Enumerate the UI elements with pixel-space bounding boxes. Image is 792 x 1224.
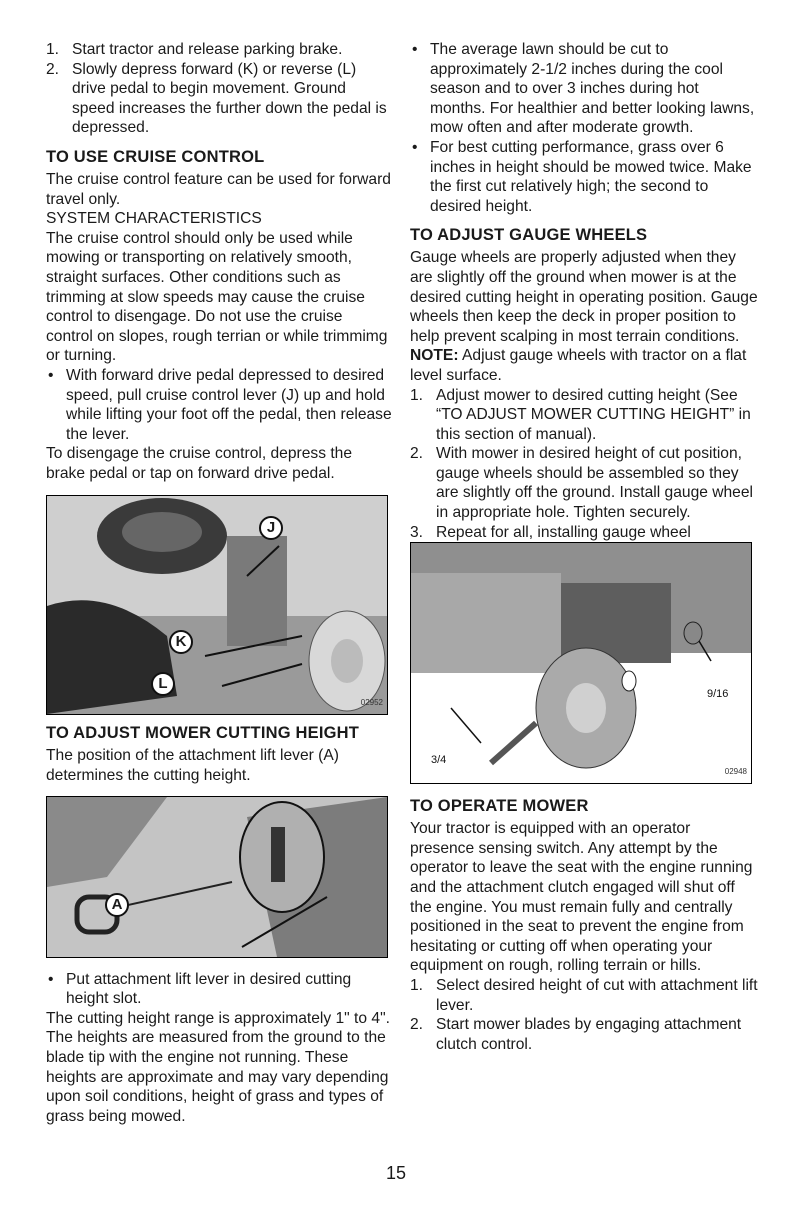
list-item: [410, 40, 758, 138]
cutting-height-body: The position of the attachment lift lever (A) determines the cutting height.: [46, 747, 339, 785]
list-item: [46, 40, 392, 60]
step-text: Adjust mower to desired cutting height (See “TO ADJUST MOWER CUTTING HEIGHT” in this section of manual).: [436, 386, 751, 443]
lift-lever-illustration: [47, 797, 387, 957]
gauge-note: [410, 346, 758, 385]
cruise-disengage: To disengage the cruise control, depress the brake pedal or tap on forward drive pedal.: [46, 445, 352, 482]
pedal-figure: [46, 495, 388, 715]
cutting-height-heading: TO ADJUST MOWER CUTTING HEIGHT: [46, 724, 360, 743]
cruise-heading: TO USE CRUISE CONTROL: [46, 147, 265, 166]
list-item: [410, 523, 758, 543]
bullet-icon: •: [412, 138, 418, 156]
operate-mower-heading: TO OPERATE MOWER: [410, 797, 589, 816]
list-item: [410, 1015, 758, 1054]
list-item: [46, 970, 392, 1009]
step-number: 3.: [410, 523, 424, 541]
pedal-illustration: [47, 496, 387, 714]
system-characteristics-subheading: SYSTEM CHARACTERISTICS: [46, 210, 262, 228]
list-item: [410, 138, 758, 216]
lift-lever-bullets: [46, 970, 392, 1009]
wrench-size-label: 9/16: [707, 688, 729, 701]
gauge-wheels-body: Gauge wheels are properly adjusted when they are slightly off the ground when mower is at the desired cutting height in operating position. Gauge wheels then keep the deck in proper position to help prevent scalping in most terrain conditions.: [410, 249, 758, 345]
step-text: Select desired height of cut with attachment lift lever.: [436, 977, 758, 1014]
step-text: Repeat for all, installing gauge wheel: [436, 523, 691, 541]
list-item: [46, 60, 392, 138]
note-label: NOTE:: [410, 347, 459, 365]
lift-lever-figure: [46, 796, 388, 958]
step-number: 1.: [46, 41, 60, 58]
step-text: Start tractor and release parking brake.: [72, 41, 343, 58]
step-number: 2.: [410, 1016, 424, 1034]
gauge-steps: [410, 386, 758, 543]
gauge-wheel-illustration: [411, 543, 751, 783]
bullet-icon: •: [412, 41, 418, 58]
step-number: 2.: [46, 60, 60, 78]
lawn-bullets: [410, 40, 758, 216]
bullet-icon: •: [48, 970, 54, 988]
right-column: [410, 40, 758, 1054]
callout-l: L: [151, 672, 175, 696]
page-number: 15: [385, 1163, 407, 1183]
figure-code: 02952: [360, 697, 383, 707]
step-text: Slowly depress forward (K) or reverse (L) drive pedal to begin movement. Ground speed increases the further down the pedal is depressed.: [72, 60, 387, 137]
gauge-wheels-heading: TO ADJUST GAUGE WHEELS: [410, 226, 648, 245]
cruise-body: The cruise control should only be used while mowing or transporting on relatively smooth, straight surfaces. Other conditions such as trimming at slow speeds may cause the cruise control to disengage. Do not use the cruise control on slopes, rough terrian or while trimmimg or turning.: [46, 229, 388, 365]
bullet-text: For best cutting performance, grass over 6 inches in height should be mowed twice. Make the first cut relatively high; the second to desired height.: [430, 138, 752, 215]
operate-steps: [410, 976, 758, 1054]
gauge-wheel-figure: [410, 542, 752, 784]
step-number: 1.: [410, 977, 424, 994]
note-text: Adjust gauge wheels with tractor on a flat level surface.: [410, 347, 747, 384]
callout-j: J: [259, 516, 283, 540]
step-text: Start mower blades by engaging attachment clutch control.: [436, 1016, 742, 1053]
step-text: With mower in desired height of cut position, gauge wheels should be assembled so they are slightly off the ground. Install gauge wheel in appropriate hole. Tighten securely.: [436, 445, 753, 522]
step-number: 1.: [410, 386, 424, 404]
left-column: [46, 40, 392, 1126]
operate-mower-body: Your tractor is equipped with an operator presence sensing switch. Any attempt by the operator to leave the seat with the engine running and the attachment clutch engaged will shut off the engine. You must remain fully and centrally positioned in the seat to prevent the engine from hesitating or cutting off when operating your equipment on rough, rolling terrain or hills.: [410, 820, 753, 975]
cutting-range-text: The cutting height range is approximately 1" to 4". The heights are measured from the ground to the blade tip with the engine not running. These heights are approximate and may vary depending upon soil conditions, height of grass and types of grass being mowed.: [46, 1009, 390, 1125]
figure-code: 02948: [724, 766, 747, 776]
bullet-icon: •: [48, 366, 54, 384]
cruise-intro: The cruise control feature can be used for forward travel only.: [46, 170, 391, 208]
callout-k: K: [169, 630, 193, 654]
list-item: [410, 976, 758, 1015]
cruise-bullets: [46, 366, 392, 444]
bullet-text: The average lawn should be cut to approximately 2-1/2 inches during the cool season and to over 3 inches during hot months. For healthier and better looking lawns, mow often and after moderate growth.: [430, 41, 755, 137]
list-item: [410, 444, 758, 522]
step-number: 2.: [410, 445, 424, 463]
callout-a: A: [105, 893, 129, 917]
wrench-size-label: 3/4: [431, 754, 447, 767]
start-steps: [46, 40, 392, 138]
bullet-text: With forward drive pedal depressed to desired speed, pull cruise control lever (J) up and hold while lifting your foot off the pedal, then release the lever.: [66, 366, 392, 443]
list-item: [46, 366, 392, 444]
list-item: [410, 386, 758, 445]
bullet-text: Put attachment lift lever in desired cutting height slot.: [66, 970, 352, 1008]
